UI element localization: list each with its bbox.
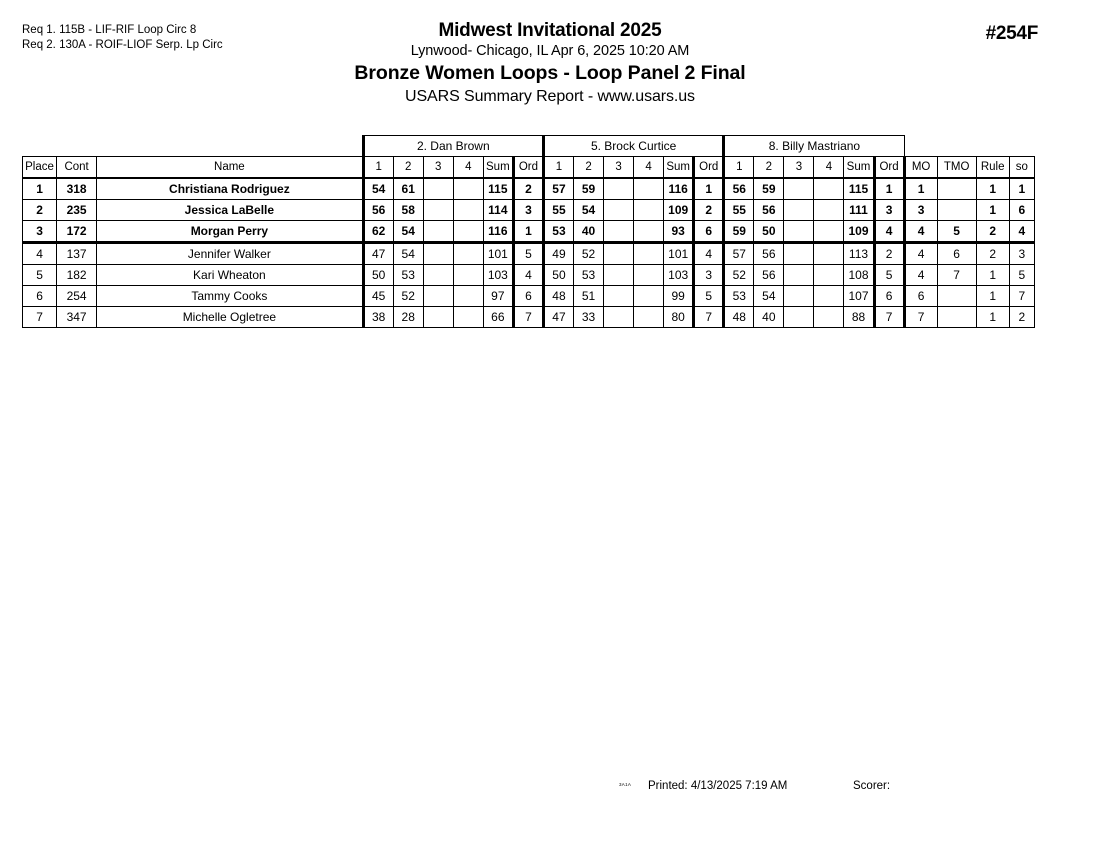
- cell-judge3-score-2: 54: [754, 286, 784, 307]
- cell-so: 3: [1009, 243, 1034, 265]
- col-head-j3-2: 2: [754, 157, 784, 179]
- cell-judge2-score-3: [604, 307, 634, 328]
- col-head-j1-3: 3: [423, 157, 453, 179]
- cell-tmo: 7: [937, 265, 976, 286]
- cell-judge2-sum: 93: [664, 221, 694, 243]
- cell-judge3-score-4: [814, 286, 844, 307]
- col-head-cont: Cont: [57, 157, 97, 179]
- cell-judge1-score-3: [423, 200, 453, 221]
- cell-judge1-score-3: [423, 221, 453, 243]
- cell-judge2-score-2: 52: [574, 243, 604, 265]
- cell-judge2-score-1: 49: [543, 243, 573, 265]
- cell-judge2-score-4: [634, 307, 664, 328]
- col-head-j3-sum: Sum: [844, 157, 874, 179]
- cell-mo: 4: [904, 243, 937, 265]
- cell-name: Michelle Ogletree: [97, 307, 364, 328]
- cell-judge3-score-4: [814, 243, 844, 265]
- cell-judge1-score-4: [453, 178, 483, 200]
- report-title-block: [0, 20, 1100, 108]
- cell-judge1-score-1: 54: [363, 178, 393, 200]
- cell-name: Kari Wheaton: [97, 265, 364, 286]
- cell-judge3-score-3: [784, 286, 814, 307]
- cell-judge3-score-3: [784, 178, 814, 200]
- results-table-container: [22, 135, 1035, 328]
- cell-judge3-score-2: 56: [754, 200, 784, 221]
- col-head-j1-4: 4: [453, 157, 483, 179]
- cell-judge3-sum: 115: [844, 178, 874, 200]
- event-title: Midwest Invitational 2025: [438, 20, 662, 41]
- cell-judge3-score-1: 53: [724, 286, 754, 307]
- cell-judge2-score-1: 57: [543, 178, 573, 200]
- cell-judge1-score-1: 38: [363, 307, 393, 328]
- col-head-j3-ord: Ord: [874, 157, 904, 179]
- cell-place: 7: [23, 307, 57, 328]
- cell-cont: 318: [57, 178, 97, 200]
- col-head-j2-4: 4: [634, 157, 664, 179]
- cell-so: 4: [1009, 221, 1034, 243]
- cell-judge3-sum: 107: [844, 286, 874, 307]
- cell-judge3-score-3: [784, 221, 814, 243]
- table-row[interactable]: [23, 178, 1035, 200]
- footer-printed-timestamp: Printed: 4/13/2025 7:19 AM: [648, 780, 788, 792]
- cell-judge1-ord: 1: [513, 221, 543, 243]
- cell-rule: 2: [976, 221, 1009, 243]
- cell-judge2-score-3: [604, 286, 634, 307]
- cell-judge3-score-1: 56: [724, 178, 754, 200]
- cell-judge1-sum: 97: [483, 286, 513, 307]
- cell-place: 2: [23, 200, 57, 221]
- cell-rule: 1: [976, 265, 1009, 286]
- col-head-mo: MO: [904, 157, 937, 179]
- cell-judge1-score-4: [453, 307, 483, 328]
- cell-judge1-score-3: [423, 307, 453, 328]
- cell-judge2-score-2: 33: [574, 307, 604, 328]
- judge-3-name: 8. Billy Mastriano: [724, 136, 904, 157]
- cell-judge1-sum: 66: [483, 307, 513, 328]
- cell-judge3-score-2: 40: [754, 307, 784, 328]
- col-head-name: Name: [97, 157, 364, 179]
- cell-name: Jennifer Walker: [97, 243, 364, 265]
- cell-judge2-score-3: [604, 221, 634, 243]
- table-row[interactable]: [23, 265, 1035, 286]
- cell-judge3-score-2: 56: [754, 243, 784, 265]
- cell-judge1-score-2: 61: [393, 178, 423, 200]
- cell-mo: 4: [904, 265, 937, 286]
- cell-judge1-score-4: [453, 243, 483, 265]
- cell-judge1-sum: 103: [483, 265, 513, 286]
- col-head-rule: Rule: [976, 157, 1009, 179]
- footer-scorer-label: Scorer:: [853, 780, 891, 792]
- cell-judge2-score-3: [604, 265, 634, 286]
- cell-rule: 1: [976, 200, 1009, 221]
- cell-judge2-sum: 80: [664, 307, 694, 328]
- cell-judge1-score-4: [453, 221, 483, 243]
- cell-place: 6: [23, 286, 57, 307]
- cell-judge1-ord: 4: [513, 265, 543, 286]
- cell-judge2-score-1: 47: [543, 307, 573, 328]
- col-head-place: Place: [23, 157, 57, 179]
- heat-number: #254F: [985, 23, 1038, 44]
- cell-judge1-ord: 6: [513, 286, 543, 307]
- cell-tmo: [937, 178, 976, 200]
- cell-judge2-ord: 6: [694, 221, 724, 243]
- cell-judge3-score-1: 55: [724, 200, 754, 221]
- cell-judge2-ord: 2: [694, 200, 724, 221]
- cell-judge3-score-1: 52: [724, 265, 754, 286]
- judge-1-name: 2. Dan Brown: [363, 136, 543, 157]
- col-head-j1-1: 1: [363, 157, 393, 179]
- cell-judge2-score-1: 48: [543, 286, 573, 307]
- cell-so: 2: [1009, 307, 1034, 328]
- cell-judge1-score-4: [453, 286, 483, 307]
- col-head-j3-3: 3: [784, 157, 814, 179]
- cell-so: 1: [1009, 178, 1034, 200]
- requirement-line-1: Req 1. 115B - LIF-RIF Loop Circ 8: [22, 24, 197, 36]
- cell-cont: 235: [57, 200, 97, 221]
- cell-judge1-score-2: 52: [393, 286, 423, 307]
- cell-judge3-score-3: [784, 243, 814, 265]
- cell-judge3-ord: 4: [874, 221, 904, 243]
- banner-spacer-right: [904, 136, 1034, 157]
- cell-judge3-ord: 7: [874, 307, 904, 328]
- cell-judge1-score-4: [453, 265, 483, 286]
- cell-judge2-score-4: [634, 265, 664, 286]
- col-head-j1-sum: Sum: [483, 157, 513, 179]
- table-row[interactable]: [23, 307, 1035, 328]
- cell-cont: 182: [57, 265, 97, 286]
- cell-mo: 6: [904, 286, 937, 307]
- cell-place: 3: [23, 221, 57, 243]
- cell-judge3-ord: 6: [874, 286, 904, 307]
- cell-judge2-score-3: [604, 200, 634, 221]
- event-location-datetime: Lynwood- Chicago, IL Apr 6, 2025 10:20 AM: [410, 43, 690, 59]
- cell-judge1-score-2: 54: [393, 221, 423, 243]
- cell-so: 5: [1009, 265, 1034, 286]
- table-row[interactable]: [23, 221, 1035, 243]
- cell-judge2-sum: 109: [664, 200, 694, 221]
- cell-rule: 1: [976, 307, 1009, 328]
- cell-judge2-score-4: [634, 221, 664, 243]
- col-head-j2-2: 2: [574, 157, 604, 179]
- cell-judge2-sum: 103: [664, 265, 694, 286]
- cell-judge2-sum: 101: [664, 243, 694, 265]
- cell-tmo: 5: [937, 221, 976, 243]
- cell-judge2-score-3: [604, 243, 634, 265]
- cell-judge3-score-2: 59: [754, 178, 784, 200]
- cell-judge2-sum: 116: [664, 178, 694, 200]
- cell-place: 1: [23, 178, 57, 200]
- table-row[interactable]: [23, 286, 1035, 307]
- judge-banner-row: [23, 136, 1035, 157]
- cell-judge1-sum: 114: [483, 200, 513, 221]
- cell-judge3-score-2: 50: [754, 221, 784, 243]
- cell-judge1-ord: 7: [513, 307, 543, 328]
- cell-tmo: [937, 286, 976, 307]
- cell-judge3-score-4: [814, 265, 844, 286]
- col-head-j1-2: 2: [393, 157, 423, 179]
- cell-judge3-ord: 3: [874, 200, 904, 221]
- cell-judge2-score-4: [634, 200, 664, 221]
- cell-judge2-score-1: 53: [543, 221, 573, 243]
- cell-judge3-score-3: [784, 307, 814, 328]
- cell-judge2-ord: 7: [694, 307, 724, 328]
- cell-judge3-score-4: [814, 221, 844, 243]
- cell-judge1-sum: 116: [483, 221, 513, 243]
- cell-judge1-ord: 3: [513, 200, 543, 221]
- cell-judge1-score-3: [423, 286, 453, 307]
- cell-cont: 347: [57, 307, 97, 328]
- cell-judge1-ord: 2: [513, 178, 543, 200]
- cell-judge3-score-1: 59: [724, 221, 754, 243]
- col-head-j2-ord: Ord: [694, 157, 724, 179]
- cell-mo: 3: [904, 200, 937, 221]
- cell-judge2-score-2: 59: [574, 178, 604, 200]
- cell-rule: 2: [976, 243, 1009, 265]
- table-row[interactable]: [23, 200, 1035, 221]
- cell-judge2-ord: 5: [694, 286, 724, 307]
- cell-name: Christiana Rodriguez: [97, 178, 364, 200]
- cell-judge2-score-4: [634, 178, 664, 200]
- col-head-j1-ord: Ord: [513, 157, 543, 179]
- cell-judge2-score-4: [634, 286, 664, 307]
- col-head-j2-sum: Sum: [664, 157, 694, 179]
- cell-mo: 7: [904, 307, 937, 328]
- cell-judge2-score-2: 40: [574, 221, 604, 243]
- column-header-row: [23, 157, 1035, 179]
- col-head-j2-1: 1: [543, 157, 573, 179]
- cell-place: 5: [23, 265, 57, 286]
- cell-judge2-ord: 3: [694, 265, 724, 286]
- cell-judge1-score-2: 28: [393, 307, 423, 328]
- cell-so: 6: [1009, 200, 1034, 221]
- cell-judge3-score-1: 57: [724, 243, 754, 265]
- cell-judge1-score-1: 62: [363, 221, 393, 243]
- col-head-tmo: TMO: [937, 157, 976, 179]
- cell-judge1-sum: 115: [483, 178, 513, 200]
- table-row[interactable]: [23, 243, 1035, 265]
- cell-judge2-ord: 4: [694, 243, 724, 265]
- cell-judge3-score-3: [784, 265, 814, 286]
- requirement-line-2: Req 2. 130A - ROIF-LIOF Serp. Lp Circ: [22, 39, 223, 51]
- cell-cont: 137: [57, 243, 97, 265]
- cell-name: Jessica LaBelle: [97, 200, 364, 221]
- cell-judge3-score-4: [814, 307, 844, 328]
- cell-judge3-score-4: [814, 200, 844, 221]
- cell-cont: 172: [57, 221, 97, 243]
- cell-judge1-score-2: 53: [393, 265, 423, 286]
- cell-judge1-score-2: 58: [393, 200, 423, 221]
- cell-cont: 254: [57, 286, 97, 307]
- cell-judge1-score-1: 50: [363, 265, 393, 286]
- cell-judge1-sum: 101: [483, 243, 513, 265]
- cell-tmo: [937, 200, 976, 221]
- cell-judge3-sum: 108: [844, 265, 874, 286]
- cell-name: Morgan Perry: [97, 221, 364, 243]
- cell-judge1-score-3: [423, 243, 453, 265]
- cell-judge1-score-4: [453, 200, 483, 221]
- results-table: [22, 135, 1035, 328]
- cell-judge3-ord: 1: [874, 178, 904, 200]
- cell-tmo: [937, 307, 976, 328]
- cell-judge3-score-2: 56: [754, 265, 784, 286]
- cell-judge1-ord: 5: [513, 243, 543, 265]
- cell-judge3-score-1: 48: [724, 307, 754, 328]
- banner-spacer-left: [23, 136, 364, 157]
- cell-judge1-score-1: 56: [363, 200, 393, 221]
- cell-judge1-score-2: 54: [393, 243, 423, 265]
- cell-judge3-score-4: [814, 178, 844, 200]
- cell-tmo: 6: [937, 243, 976, 265]
- cell-judge3-ord: 5: [874, 265, 904, 286]
- cell-mo: 4: [904, 221, 937, 243]
- event-class-title: Bronze Women Loops - Loop Panel 2 Final: [354, 62, 746, 84]
- cell-judge1-score-3: [423, 265, 453, 286]
- cell-rule: 1: [976, 178, 1009, 200]
- footer-code: 3A1A: [619, 782, 632, 787]
- col-head-j3-1: 1: [724, 157, 754, 179]
- cell-judge3-ord: 2: [874, 243, 904, 265]
- cell-judge1-score-3: [423, 178, 453, 200]
- cell-rule: 1: [976, 286, 1009, 307]
- cell-judge2-sum: 99: [664, 286, 694, 307]
- cell-judge2-score-1: 55: [543, 200, 573, 221]
- cell-judge3-sum: 109: [844, 221, 874, 243]
- cell-judge2-score-4: [634, 243, 664, 265]
- cell-judge1-score-1: 47: [363, 243, 393, 265]
- col-head-so: so: [1009, 157, 1034, 179]
- cell-judge3-sum: 113: [844, 243, 874, 265]
- cell-place: 4: [23, 243, 57, 265]
- col-head-j2-3: 3: [604, 157, 634, 179]
- cell-mo: 1: [904, 178, 937, 200]
- judge-2-name: 5. Brock Curtice: [543, 136, 723, 157]
- cell-judge2-score-2: 54: [574, 200, 604, 221]
- cell-judge2-score-1: 50: [543, 265, 573, 286]
- cell-judge3-score-3: [784, 200, 814, 221]
- col-head-j3-4: 4: [814, 157, 844, 179]
- cell-judge2-score-2: 53: [574, 265, 604, 286]
- cell-judge2-score-3: [604, 178, 634, 200]
- cell-judge1-score-1: 45: [363, 286, 393, 307]
- cell-judge3-sum: 88: [844, 307, 874, 328]
- cell-name: Tammy Cooks: [97, 286, 364, 307]
- cell-judge3-sum: 111: [844, 200, 874, 221]
- cell-judge2-score-2: 51: [574, 286, 604, 307]
- report-source-label: USARS Summary Report - www.usars.us: [405, 88, 695, 105]
- cell-judge2-ord: 1: [694, 178, 724, 200]
- cell-so: 7: [1009, 286, 1034, 307]
